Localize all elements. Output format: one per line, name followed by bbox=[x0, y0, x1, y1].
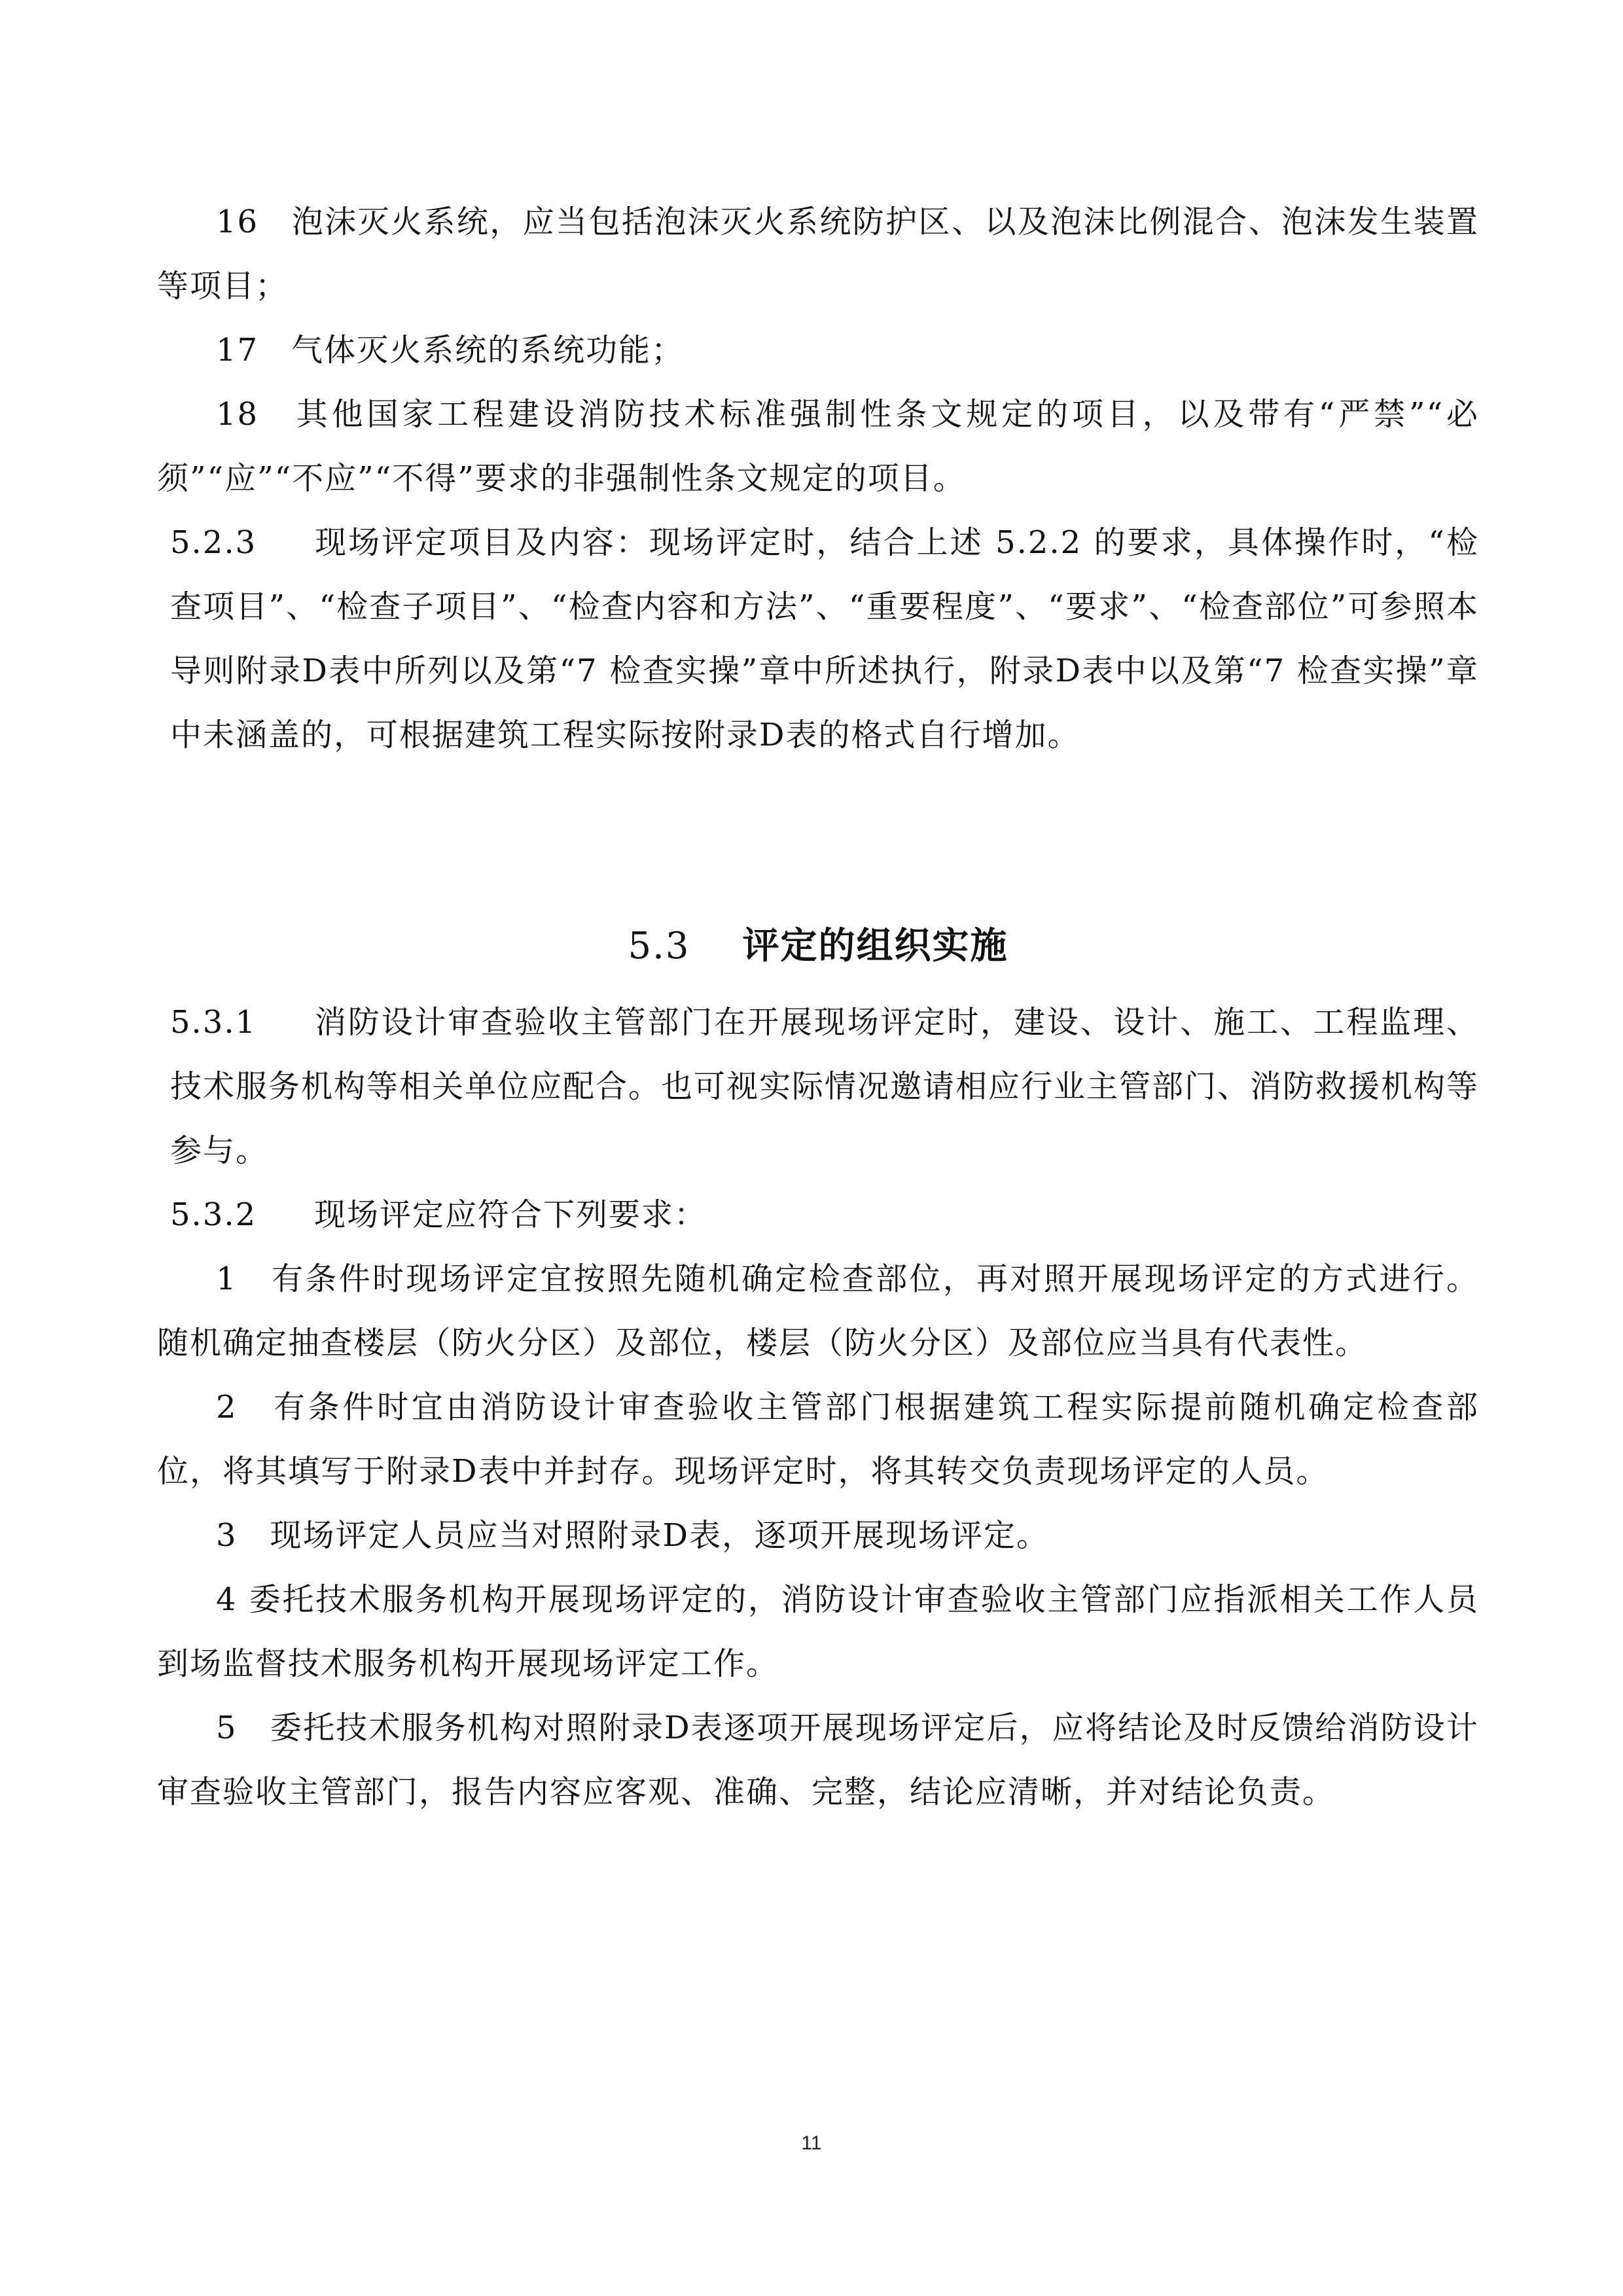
requirement-5-paragraph: 5 委托技术服务机构对照附录D表逐项开展现场评定后，应将结论及时反馈给消防设计审查验收主管部门，报告内容应客观、准确、完整，结论应清晰，并对结论负责。 bbox=[157, 1710, 1479, 1810]
requirement-3-paragraph: 3 现场评定人员应当对照附录D表，逐项开展现场评定。 bbox=[216, 1517, 1050, 1554]
requirement-2-paragraph: 2 有条件时宜由消防设计审查验收主管部门根据建筑工程实际提前随机确定检查部位，将其填写于附录D表中并封存。现场评定时，将其转交负责现场评定的人员。 bbox=[157, 1389, 1479, 1490]
section-number: 5.3 bbox=[628, 925, 690, 967]
section-heading-5-3 bbox=[157, 914, 1479, 978]
clause-text: 现场评定项目及内容：现场评定时，结合上述 5.2.2 的要求，具体操作时，“检查项目”、“检查子项目”、“检查内容和方法”、“重要程度”、“要求”、“检查部位”可参照本导则附录D表中所列以及第“7 检查实操”章中所述执行，附录D表中以及第“7 检查实操”章中未涵盖的，可根据建筑工程实际按附录D表的格式自行增加。 bbox=[170, 524, 1479, 753]
section-title: 评定的组织实施 bbox=[742, 925, 1008, 967]
requirement-1-paragraph: 1 有条件时现场评定宜按照先随机确定检查部位，再对照开展现场评定的方式进行。随机确定抽查楼层（防火分区）及部位，楼层（防火分区）及部位应当具有代表性。 bbox=[157, 1261, 1479, 1361]
item-17-paragraph: 17 气体灭火系统的系统功能； bbox=[216, 332, 685, 368]
item-16-paragraph: 16 泡沫灭火系统，应当包括泡沫灭火系统防护区、以及泡沫比例混合、泡沫发生装置等项目； bbox=[157, 204, 1479, 304]
clause-number: 5.2.3 bbox=[170, 524, 257, 561]
clause-5-3-2 bbox=[157, 1183, 1479, 1247]
clause-text: 消防设计审查验收主管部门在开展现场评定时，建设、设计、施工、工程监理、技术服务机构等相关单位应配合。也可视实际情况邀请相应行业主管部门、消防救援机构等参与。 bbox=[170, 1004, 1480, 1169]
clause-number: 5.3.1 bbox=[170, 1004, 257, 1041]
item-18-paragraph: 18 其他国家工程建设消防技术标准强制性条文规定的项目，以及带有“严禁”“必须”“应”“不应”“不得”要求的非强制性条文规定的项目。 bbox=[157, 396, 1479, 497]
requirement-4-paragraph: 4 委托技术服务机构开展现场评定的，消防设计审查验收主管部门应指派相关工作人员到场监督技术服务机构开展现场评定工作。 bbox=[157, 1581, 1479, 1682]
page-number: 11 bbox=[801, 2132, 822, 2154]
clause-5-2-3 bbox=[157, 511, 1479, 767]
clause-number: 5.3.2 bbox=[170, 1196, 257, 1233]
page-body bbox=[157, 190, 1479, 1824]
clause-5-3-1 bbox=[157, 990, 1479, 1183]
clause-text: 现场评定应符合下列要求： bbox=[314, 1196, 707, 1233]
